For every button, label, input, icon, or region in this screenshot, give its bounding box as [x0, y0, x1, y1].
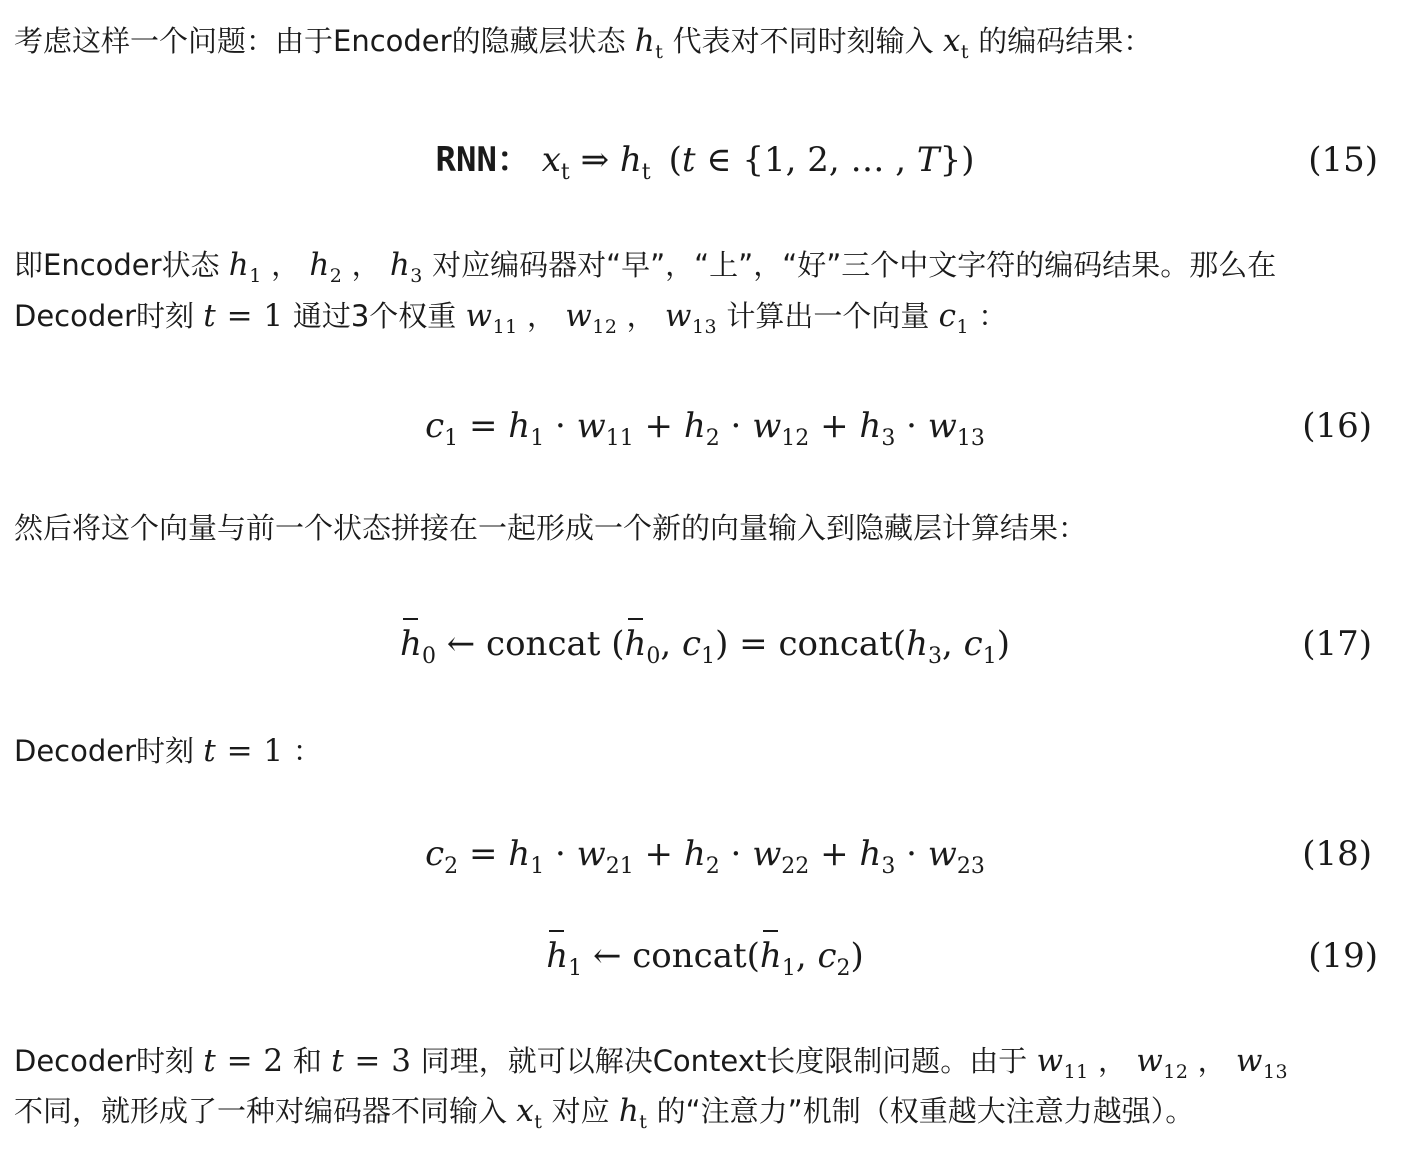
paragraph-intro: 考虑这样一个问题：由于Encoder的隐藏层状态 $h_t$ 代表对不同时刻输入 $x_t$ 的编码结果：: [14, 23, 1153, 63]
equation-number: (17): [1302, 624, 1372, 664]
equation-17: $h_0$ ← concat ($h_0$, $c_1$) = $concat(h_3$, $c_1$) (17): [0, 614, 1410, 674]
paragraph-encoder-states-line2: Decoder时刻 t = 1 通过3个权重 $w_{11}$ ， $w_{12}$ ， $w_{13}$ 计算出一个向量 $c_1$ ：: [14, 298, 1008, 338]
equation-number: (16): [1302, 406, 1372, 446]
math-h-t: $h_t$: [634, 23, 664, 63]
equation-number: (19): [1308, 936, 1378, 976]
equation-number: (15): [1308, 140, 1378, 180]
equation-19: $h_1$ ← $concat(h_1$, $c_2$) (19): [0, 926, 1410, 986]
equation-15: RNN： $x_t$ ⇒ $h_t$ (t ∈ {1, 2, … , T}) (15): [0, 130, 1410, 190]
paragraph-decoder-t1: Decoder时刻 t = 1 ：: [14, 733, 322, 769]
equation-16: $c_1 = h_1 \cdot w_{11} + h_2 \cdot w_{12} + h_3 \cdot w_{13}$ (16): [0, 396, 1410, 456]
equation-18: $c_2 = h_1 \cdot w_{21} + h_2 \cdot w_{22} + h_3 \cdot w_{23}$ (18): [0, 824, 1410, 884]
math-x-t: $x_t$: [942, 23, 969, 63]
paragraph-attention: Decoder时刻 t = 2 和 t = 3 同理，就可以解决Context长度限制问题。由于 $w_{11}$ ， $w_{12}$ ， $w_{13}$: [14, 1043, 1289, 1083]
paragraph-encoder-states: 即Encoder状态 $h_1$ ， $h_2$ ， $h_3$ 对应编码器对“早”，“上”，“好”三个中文字符的编码结果。那么在: [14, 247, 1277, 287]
equation-number: (18): [1302, 834, 1372, 874]
paragraph-concat: 然后将这个向量与前一个状态拼接在一起形成一个新的向量输入到隐藏层计算结果：: [14, 511, 1088, 545]
paragraph-attention-line2: 不同，就形成了一种对编码器不同输入 $x_t$ 对应 $h_t$ 的“注意力”机制（权重越大注意力越强）。: [14, 1093, 1195, 1133]
